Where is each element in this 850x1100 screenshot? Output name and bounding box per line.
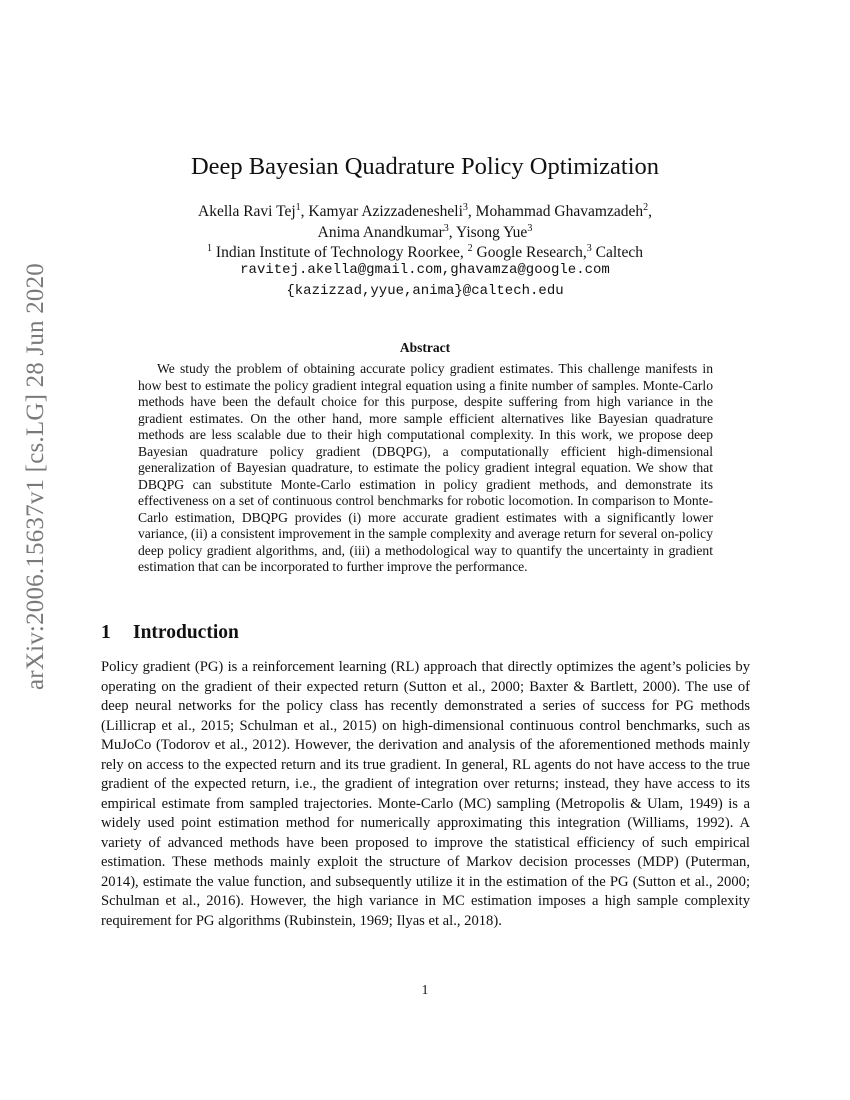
author-email-line: ravitej.akella@gmail.com,ghavamza@google.com (240, 262, 610, 278)
author-affiliation-mark: 1 (295, 202, 301, 213)
author-name: Yisong Yue (455, 223, 528, 241)
author-name: Akella Ravi Tej (198, 203, 296, 220)
affiliation-name: Google Research (476, 244, 583, 261)
author-affiliation-mark: 3 (443, 222, 449, 234)
author-name: Anima Anandkumar (317, 223, 444, 241)
author-affiliation-mark: 2 (643, 202, 649, 213)
author-affiliation-mark: 3 (527, 222, 533, 234)
affiliation-name: Caltech (595, 244, 643, 261)
author-block: Akella Ravi Tej$^1$, Kamyar Azizzadenesheli$^3$, Mohammad Ghavamzadeh$^2$, Anima Anandkumar$^3$, Yisong Yue$^3$ $^1$ Indian Institute of Technology Roorkee, $^2$ Google Research,$^3$ Caltech (198, 202, 652, 261)
author-name: Kamyar Azizzadenesheli (308, 203, 463, 220)
author-email-line: {kazizzad,yyue,anima}@caltech.edu (286, 283, 564, 299)
author-affiliation-mark: 3 (462, 202, 468, 213)
section-title: Introduction (133, 622, 239, 643)
affiliation-number: 3 (586, 243, 592, 254)
abstract-text: We study the problem of obtaining accurate policy gradient estimates. This challenge manifests in how best to estimate the policy gradient integral equation using a finite number of samples. Monte-Carlo methods have been the default choice for this purpose, despite suffering from high variance in the gradient estimates. On the other hand, more sample efficient alternatives like Bayesian quadrature methods are less scalable due to their high computational complexity. In this work, we propose deep Bayesian quadrature policy gradient (DBQPG), a computationally efficient high-dimensional generalization of Bayesian quadrature, to estimate the policy gradient integral equation. We show that DBQPG can substitute Monte-Carlo estimation in policy gradient methods, and demonstrate its effectiveness on a set of continuous control benchmarks for robotic locomotion. In comparison to Monte-Carlo estimation, DBQPG provides (i) more accurate gradient estimates with a significantly lower variance, (ii) a consistent improvement in the sample complexity and average return for several on-policy deep policy gradient algorithms, and, (iii) a methodological way to quantify the uncertainty in gradient estimation that can be incorporated to further improve the performance. (138, 361, 713, 574)
affiliation-line: $^1$ Indian Institute of Technology Roorkee, $^2$ Google Research,$^3$ Caltech (207, 243, 643, 261)
abstract-heading: Abstract (399, 340, 451, 355)
arxiv-identifier-stamp: arXiv:2006.15637v1 [cs.LG] 28 Jun 2020 (22, 263, 49, 690)
affiliation-number: 2 (467, 243, 473, 254)
section-number: 1 (101, 622, 111, 643)
section-heading (101, 622, 239, 644)
introduction-paragraph: Policy gradient (PG) is a reinforcement learning (RL) approach that directly optimizes the agent’s policies by operating on the gradient of their expected return (Sutton et al., 2000; Baxter & Bartlett, 2000). The use of deep neural networks for the policy class has recently demonstrated a series of success for PG methods (Lillicrap et al., 2015; Schulman et al., 2015) on high-dimensional continuous control benchmarks, such as MuJoCo (Todorov et al., 2012). However, the derivation and analysis of the aforementioned methods mainly rely on access to the expected return and its true gradient. In general, RL agents do not have access to the true gradient of the expected return, i.e., the gradient of integration over returns; instead, they have access to its empirical estimate from sampled trajectories. Monte-Carlo (MC) sampling (Metropolis & Ulam, 1949) is a widely used point estimation method for numerically approximating this integration (Williams, 1992). A variety of advanced methods have been proposed to improve the statistical efficiency of such empirical estimation. These methods mainly exploit the structure of Markov decision processes (MDP) (Puterman, 2014), estimate the value function, and subsequently utilize it in the estimation of the PG (Sutton et al., 2000; Schulman et al., 2016). However, the high variance in MC estimation imposes a high sample complexity requirement for PG algorithms (Rubinstein, 1969; Ilyas et al., 2018). (101, 659, 750, 929)
paper-title: Deep Bayesian Quadrature Policy Optimization (190, 153, 660, 180)
author-name: Mohammad Ghavamzadeh (475, 203, 644, 220)
page-number: 1 (421, 982, 429, 997)
affiliation-name: Indian Institute of Technology Roorkee (215, 244, 460, 261)
affiliation-number: 1 (207, 243, 213, 254)
